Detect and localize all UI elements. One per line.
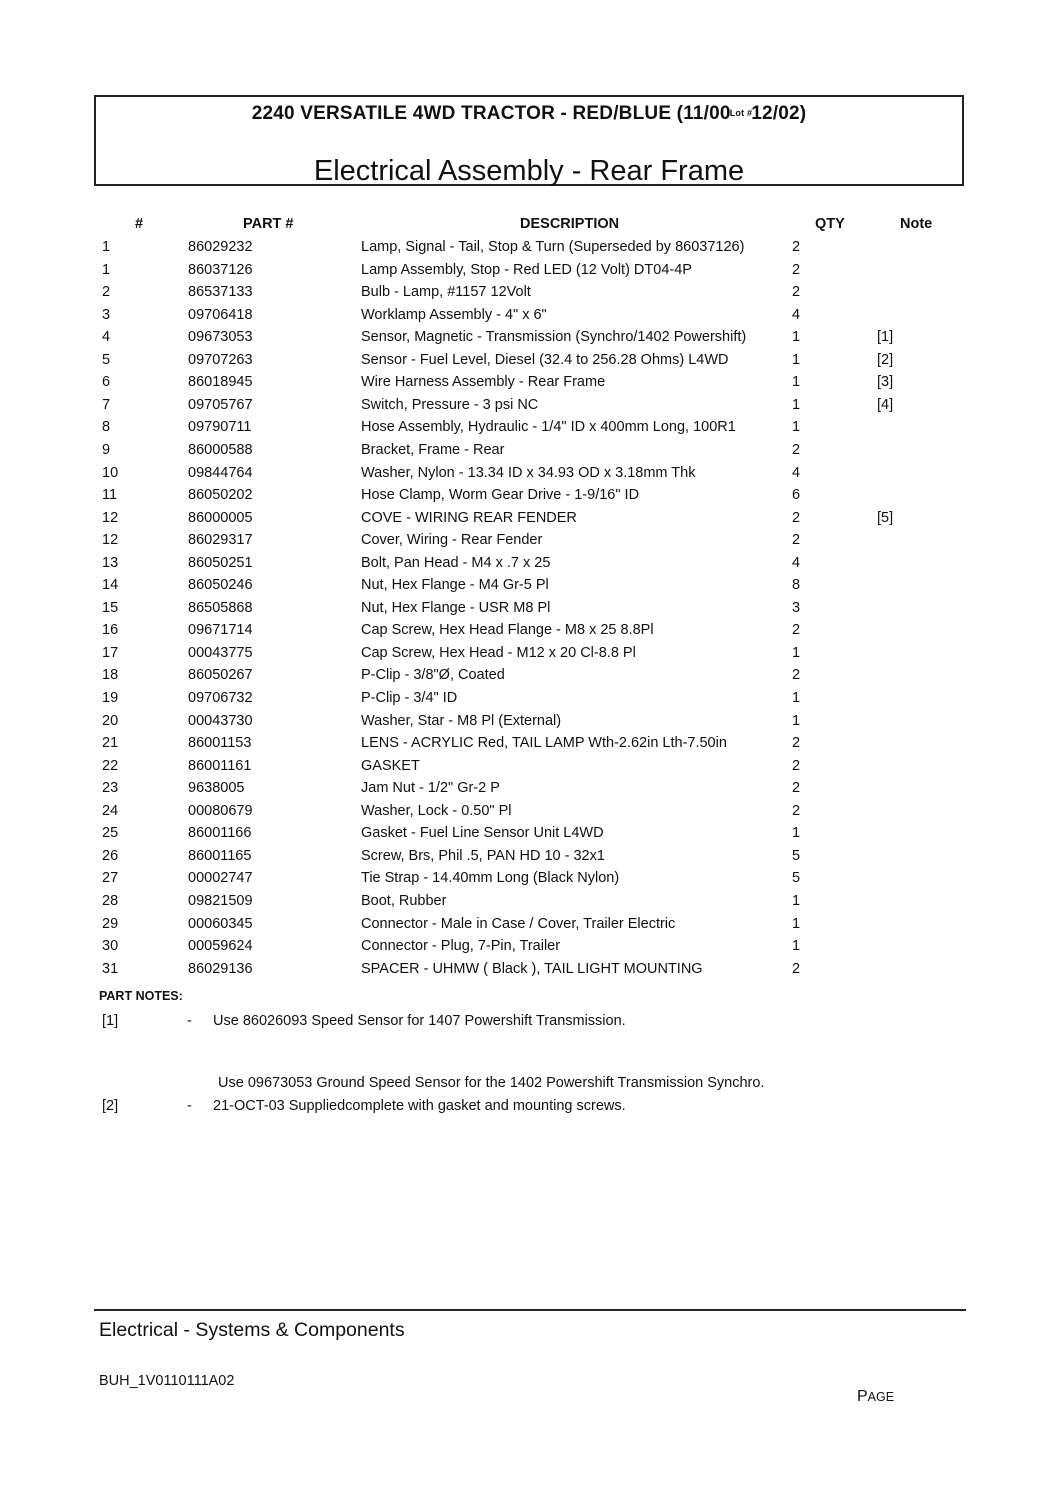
title-end: 12/02) [751,103,807,124]
column-header-qty: QTY [815,216,845,232]
row-part-number: 00059624 [188,938,253,955]
row-part-number: 09821509 [188,892,253,909]
row-number: 26 [102,847,119,864]
row-qty: 2 [792,802,801,819]
row-description: Cap Screw, Hex Head Flange - M8 x 25 8.8Pl [361,622,654,639]
row-note: [3] [877,374,894,391]
table-row [0,555,1060,577]
row-part-number: 00002747 [188,870,253,887]
row-description: Bracket, Frame - Rear [361,441,505,458]
row-number: 25 [102,825,119,842]
row-description: Washer, Lock - 0.50" Pl [361,802,512,819]
table-row [0,465,1060,487]
row-qty: 1 [792,396,801,413]
row-number: 2 [102,284,111,301]
row-description: Hose Assembly, Hydraulic - 1/4" ID x 400mm Long, 100R1 [361,419,736,436]
row-part-number: 00060345 [188,915,253,932]
title-box [94,95,964,186]
table-row [0,329,1060,351]
row-qty: 2 [792,261,801,278]
table-row [0,825,1060,847]
row-number: 15 [102,599,119,616]
row-part-number: 09844764 [188,464,253,481]
row-part-number: 09790711 [188,419,252,436]
row-qty: 2 [792,239,801,255]
row-qty: 1 [792,374,801,391]
table-row [0,262,1060,284]
row-number: 18 [102,667,119,684]
row-part-number: 86000588 [188,441,253,458]
row-number: 23 [102,780,119,797]
row-description: Washer, Star - M8 Pl (External) [361,712,562,729]
table-row [0,893,1060,915]
row-qty: 3 [792,599,801,616]
row-qty: 2 [792,960,801,977]
table-row [0,713,1060,735]
row-part-number: 86001165 [188,847,252,864]
table-row [0,397,1060,419]
row-number: 17 [102,644,119,661]
row-description: Sensor - Fuel Level, Diesel (32.4 to 256.28 Ohms) L4WD [361,351,729,368]
row-description: P-Clip - 3/4" ID [361,690,458,706]
row-qty: 1 [792,892,801,909]
table-row [0,532,1060,554]
row-part-number: 00043730 [188,712,253,729]
table-row [0,419,1060,441]
table-row [0,961,1060,983]
title-main: 2240 VERSATILE 4WD TRACTOR - RED/BLUE (11/00 [251,103,731,124]
row-qty: 1 [792,329,801,346]
row-number: 24 [102,802,119,819]
row-qty: 1 [792,712,801,729]
row-description: Cover, Wiring - Rear Fender [361,532,543,549]
row-description: Screw, Brs, Phil .5, PAN HD 10 - 32x1 [361,847,605,864]
table-row [0,690,1060,712]
row-qty: 4 [792,306,801,323]
row-description: GASKET [361,757,420,774]
row-description: Lamp Assembly, Stop - Red LED (12 Volt) DT04-4P [361,261,692,278]
column-header-description: DESCRIPTION [520,216,620,232]
row-number: 28 [102,892,119,909]
note-1-text-continued: Use 09673053 Ground Speed Sensor for the 1402 Powershift Transmission Synchro. [218,1075,765,1091]
document-title [96,103,962,125]
row-number: 14 [102,577,119,594]
row-part-number: 86029317 [188,532,253,549]
row-part-number: 86029136 [188,960,253,977]
row-description: LENS - ACRYLIC Red, TAIL LAMP Wth-2.62in Lth-7.50in [361,735,727,752]
row-part-number: 86018945 [188,374,253,391]
row-note: [1] [877,329,894,346]
note-1-dash: - [187,1013,192,1029]
row-qty: 1 [792,644,801,661]
row-part-number: 09707263 [188,351,253,368]
footer-page-label [857,1388,894,1406]
footer-section-title: Electrical - Systems & Components [99,1319,405,1341]
row-part-number: 86050267 [188,667,253,684]
row-number: 12 [102,509,119,526]
row-description: Nut, Hex Flange - USR M8 Pl [361,599,551,616]
row-description: Sensor, Magnetic - Transmission (Synchro/1402 Powershift) [361,329,747,346]
row-description: Nut, Hex Flange - M4 Gr-5 Pl [361,577,549,594]
row-number: 29 [102,915,119,932]
row-number: 8 [102,419,111,436]
footer-divider [94,1309,966,1311]
row-qty: 2 [792,284,801,301]
row-part-number: 86050251 [188,554,253,571]
row-qty: 5 [792,847,801,864]
column-header-part: PART # [243,216,294,232]
row-qty: 2 [792,622,801,639]
row-note: [4] [877,396,894,413]
row-description: Boot, Rubber [361,892,447,909]
row-number: 4 [102,329,111,346]
row-description: P-Clip - 3/8"Ø, Coated [361,667,505,684]
row-description: Lamp, Signal - Tail, Stop & Turn (Superseded by 86037126) [361,239,745,255]
row-description: COVE - WIRING REAR FENDER [361,509,577,526]
row-number: 13 [102,554,119,571]
table-row [0,916,1060,938]
row-part-number: 86001161 [188,757,252,774]
row-part-number: 86037126 [188,261,253,278]
row-qty: 1 [792,915,801,932]
row-part-number: 09706732 [188,690,253,706]
row-number: 27 [102,870,119,887]
row-number: 10 [102,464,119,481]
document-subtitle: Electrical Assembly - Rear Frame [313,155,745,187]
row-part-number: 86050202 [188,487,253,504]
row-qty: 8 [792,577,801,594]
row-description: Gasket - Fuel Line Sensor Unit L4WD [361,825,604,842]
table-row [0,758,1060,780]
table-row [0,284,1060,306]
row-number: 7 [102,396,111,413]
row-number: 16 [102,622,119,639]
row-qty: 2 [792,441,801,458]
row-qty: 2 [792,780,801,797]
row-note: [2] [877,351,894,368]
table-row [0,510,1060,532]
page-label-rest: AGE [867,1390,895,1404]
row-description: Cap Screw, Hex Head - M12 x 20 Cl-8.8 Pl [361,644,636,661]
row-qty: 6 [792,487,801,504]
row-number: 22 [102,757,119,774]
column-header-number: # [135,216,144,232]
table-row [0,374,1060,396]
table-row [0,442,1060,464]
row-part-number: 09705767 [188,396,253,413]
table-row [0,645,1060,667]
row-part-number: 00043775 [188,644,253,661]
table-row [0,307,1060,329]
row-part-number: 86001166 [188,825,252,842]
row-qty: 4 [792,554,801,571]
table-row [0,487,1060,509]
row-part-number: 09671714 [188,622,253,639]
row-description: Bulb - Lamp, #1157 12Volt [361,284,531,301]
table-row [0,870,1060,892]
note-1-ref: [1] [102,1013,119,1029]
row-number: 5 [102,351,111,368]
row-description: Washer, Nylon - 13.34 ID x 34.93 OD x 3.18mm Thk [361,464,696,481]
row-qty: 2 [792,735,801,752]
row-number: 30 [102,938,119,955]
row-qty: 2 [792,532,801,549]
row-number: 19 [102,690,119,706]
row-qty: 1 [792,351,801,368]
row-description: Wire Harness Assembly - Rear Frame [361,374,606,391]
row-note: [5] [877,509,894,526]
table-row [0,735,1060,757]
row-qty: 1 [792,938,801,955]
table-row [0,803,1060,825]
note-2-ref: [2] [102,1098,119,1114]
row-part-number: 09673053 [188,329,253,346]
row-description: Worklamp Assembly - 4" x 6" [361,306,547,323]
table-row [0,352,1060,374]
row-qty: 2 [792,509,801,526]
row-part-number: 09706418 [188,306,253,323]
row-number: 21 [102,735,119,752]
footer-document-code: BUH_1V0110111A02 [99,1373,235,1389]
table-row [0,577,1060,599]
column-header-note: Note [900,216,933,232]
row-number: 1 [102,261,111,278]
table-row [0,239,1060,261]
row-part-number: 00080679 [188,802,253,819]
row-number: 20 [102,712,119,729]
row-qty: 5 [792,870,801,887]
row-description: Jam Nut - 1/2" Gr-2 P [361,780,500,797]
note-2-dash: - [187,1098,192,1114]
row-number: 1 [102,239,111,255]
row-number: 12 [102,532,119,549]
row-number: 3 [102,306,111,323]
row-part-number: 86505868 [188,599,253,616]
row-part-number: 9638005 [188,780,245,797]
row-description: Connector - Plug, 7-Pin, Trailer [361,938,561,955]
row-qty: 1 [792,690,801,706]
table-row [0,622,1060,644]
row-qty: 1 [792,419,801,436]
row-part-number: 86000005 [188,509,253,526]
row-part-number: 86050246 [188,577,253,594]
row-qty: 1 [792,825,801,842]
page-label-initial: P [857,1388,868,1405]
row-description: Tie Strap - 14.40mm Long (Black Nylon) [361,870,620,887]
row-qty: 2 [792,667,801,684]
row-part-number: 86029232 [188,239,253,255]
row-qty: 4 [792,464,801,481]
row-description: Bolt, Pan Head - M4 x .7 x 25 [361,554,551,571]
row-description: SPACER - UHMW ( Black ), TAIL LIGHT MOUNTING [361,960,703,977]
table-row [0,848,1060,870]
row-description: Connector - Male in Case / Cover, Trailer Electric [361,915,676,932]
note-1-text: Use 86026093 Speed Sensor for 1407 Powershift Transmission. [213,1013,626,1029]
title-lot-marker: Lot # [729,108,753,118]
row-number: 31 [102,960,119,977]
table-row [0,667,1060,689]
part-notes-heading: PART NOTES: [99,989,183,1003]
row-description: Hose Clamp, Worm Gear Drive - 1-9/16" ID [361,487,640,504]
row-number: 6 [102,374,111,391]
row-description: Switch, Pressure - 3 psi NC [361,396,539,413]
table-row [0,780,1060,802]
table-row [0,600,1060,622]
note-2-text: 21-OCT-03 Suppliedcomplete with gasket and mounting screws. [213,1098,626,1114]
row-part-number: 86537133 [188,284,253,301]
row-part-number: 86001153 [188,735,252,752]
row-number: 9 [102,441,111,458]
row-qty: 2 [792,757,801,774]
row-number: 11 [102,487,118,504]
table-row [0,938,1060,960]
